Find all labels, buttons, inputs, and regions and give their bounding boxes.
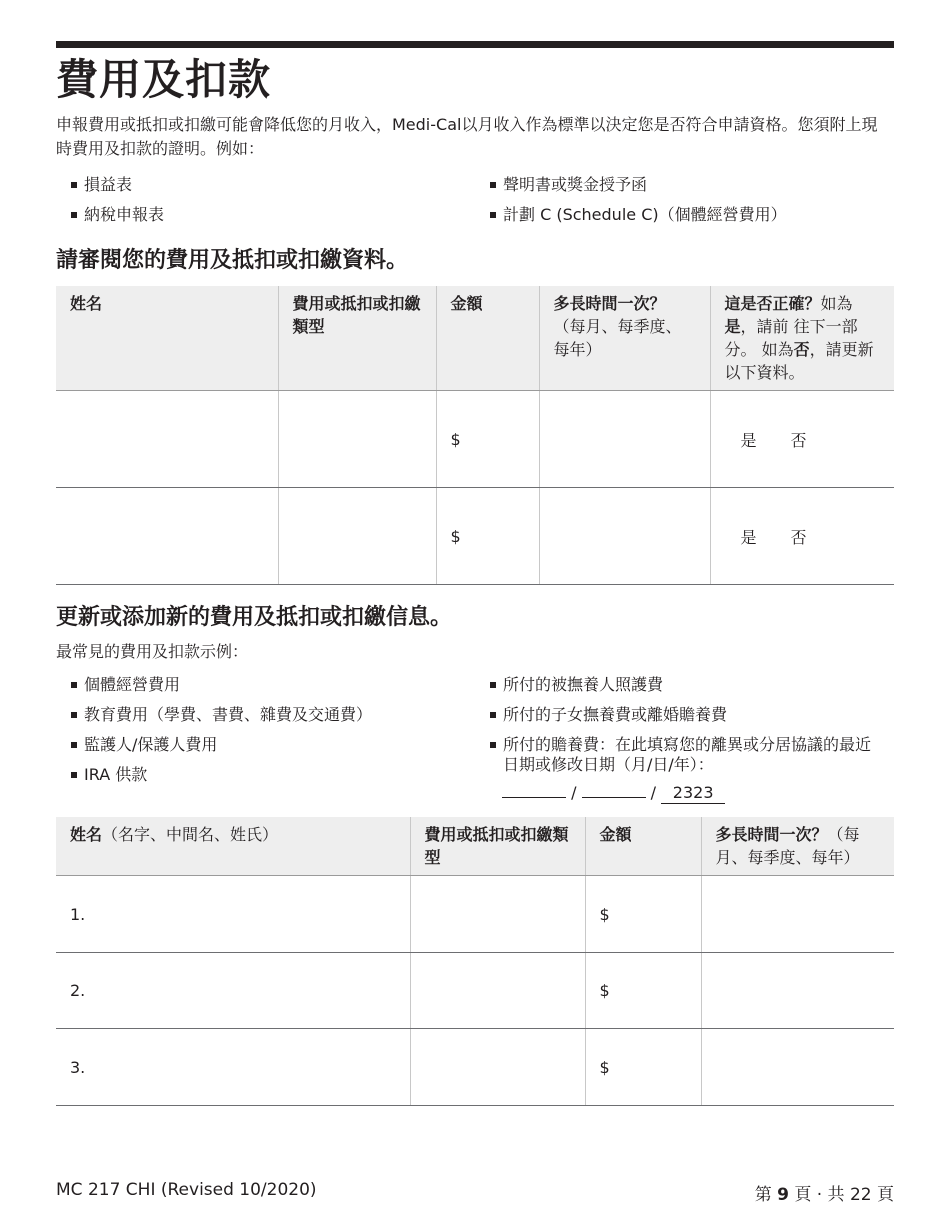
date-separator: /	[571, 783, 577, 802]
review-table	[56, 286, 894, 585]
list-item: IRA 供款	[70, 765, 480, 785]
type-cell[interactable]	[278, 391, 436, 488]
amount-cell[interactable]: $	[585, 876, 701, 953]
table-header-row	[56, 817, 894, 876]
update-table	[56, 817, 894, 1106]
yes-option[interactable]: 是	[740, 430, 757, 450]
list-item: 納稅申報表	[70, 205, 470, 225]
intro-text: 申報費用或抵扣或扣繳可能會降低您的月收入，Medi-Cal以月收入作為標準以決定您是否符合申請資格。您須附上現時費用及扣款的證明。例如：	[56, 115, 878, 158]
page-title: 費用及扣款	[56, 55, 272, 104]
col-name: 姓名（名字、中間名、姓氏）	[56, 817, 410, 876]
amount-cell[interactable]: $	[436, 391, 539, 488]
list-item: 計劃 C (Schedule C)（個體經營費用）	[489, 205, 889, 225]
correct-cell	[710, 488, 894, 585]
list-item: 損益表	[70, 175, 470, 195]
name-cell[interactable]: 1.	[56, 876, 410, 953]
table-row	[56, 876, 894, 953]
amount-cell[interactable]: $	[436, 488, 539, 585]
form-id: MC 217 CHI (Revised 10/2020)	[56, 1180, 317, 1200]
list-item: 所付的贍養費：在此填寫您的離異或分居協議的最近日期或修改日期（月/日/年）：	[489, 735, 881, 775]
col-amount: 金額	[436, 286, 539, 391]
col-correct: 這是否正確？如為 是，請前 往下一部分。 如為否，請更新以下資料。	[710, 286, 894, 391]
col-how-often: 多長時間一次？ （每月、每季度、每年）	[539, 286, 710, 391]
date-month-field[interactable]	[502, 797, 566, 798]
col-how-often: 多長時間一次？（每月、每季度、每年）	[701, 817, 894, 876]
col-type: 費用或抵扣或扣繳類型	[410, 817, 585, 876]
no-option[interactable]: 否	[790, 527, 807, 547]
yes-option[interactable]: 是	[740, 527, 757, 547]
how-often-cell[interactable]	[539, 391, 710, 488]
name-cell[interactable]	[56, 488, 278, 585]
table-row	[56, 1029, 894, 1106]
common-list-left	[70, 675, 480, 795]
amount-cell[interactable]: $	[585, 1029, 701, 1106]
list-item: 所付的被撫養人照護費	[489, 675, 881, 695]
review-heading: 請審閱您的費用及抵扣或扣繳資料。	[56, 248, 409, 273]
how-often-cell[interactable]	[539, 488, 710, 585]
how-often-cell[interactable]	[701, 953, 894, 1029]
name-cell[interactable]: 3.	[56, 1029, 410, 1106]
table-header-row	[56, 286, 894, 391]
no-option[interactable]: 否	[790, 430, 807, 450]
list-item: 個體經營費用	[70, 675, 480, 695]
date-year-field[interactable]: 2323	[661, 783, 725, 804]
alimony-date	[502, 783, 725, 804]
name-cell[interactable]: 2.	[56, 953, 410, 1029]
table-row	[56, 391, 894, 488]
how-often-cell[interactable]	[701, 1029, 894, 1106]
top-rule	[56, 41, 894, 48]
common-list-right	[489, 675, 881, 785]
list-item: 監護人/保護人費用	[70, 735, 480, 755]
common-examples-label: 最常見的費用及扣款示例：	[56, 642, 249, 661]
type-cell[interactable]	[410, 953, 585, 1029]
proof-list-left	[70, 175, 470, 235]
update-heading: 更新或添加新的費用及抵扣或扣繳信息。	[56, 605, 453, 630]
list-item: 教育費用（學費、書費、雜費及交通費）	[70, 705, 480, 725]
list-item: 聲明書或獎金授予函	[489, 175, 889, 195]
type-cell[interactable]	[410, 1029, 585, 1106]
list-item: 所付的子女撫養費或離婚贍養費	[489, 705, 881, 725]
name-cell[interactable]	[56, 391, 278, 488]
type-cell[interactable]	[278, 488, 436, 585]
date-separator: /	[650, 783, 657, 802]
proof-list-right	[489, 175, 889, 235]
table-row	[56, 953, 894, 1029]
col-amount: 金額	[585, 817, 701, 876]
amount-cell[interactable]: $	[585, 953, 701, 1029]
col-name: 姓名	[56, 286, 278, 391]
type-cell[interactable]	[410, 876, 585, 953]
date-day-field[interactable]	[582, 797, 646, 798]
page-number: 第 9 頁 · 共 22 頁	[754, 1185, 894, 1205]
how-often-cell[interactable]	[701, 876, 894, 953]
col-type: 費用或抵扣或扣繳類型	[278, 286, 436, 391]
correct-cell	[710, 391, 894, 488]
table-row	[56, 488, 894, 585]
